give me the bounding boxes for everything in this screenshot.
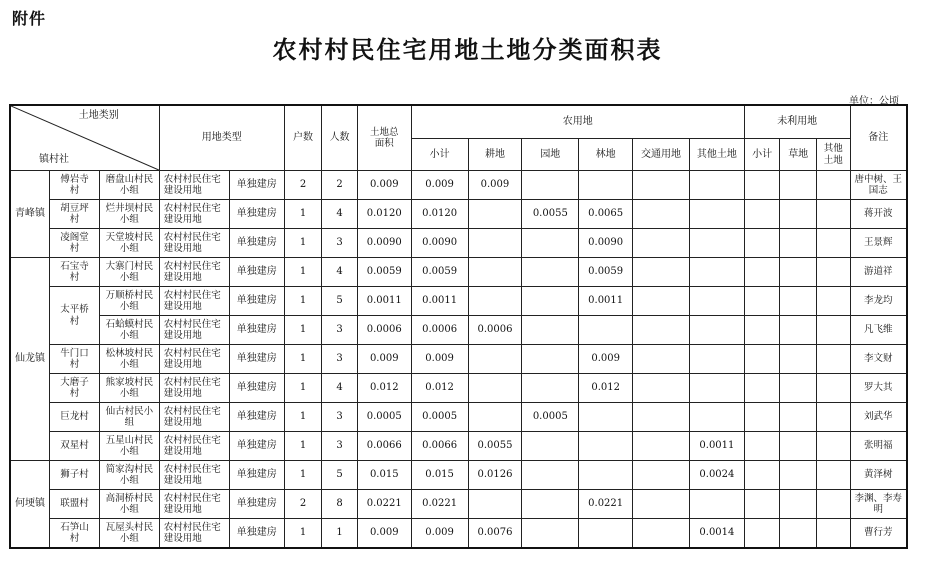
grass-header: 草地 [780, 139, 817, 171]
unused-subtotal-cell [744, 519, 780, 549]
agri-land-header: 农用地 [411, 105, 744, 139]
grass-cell [780, 345, 817, 374]
forest-cell: 0.0065 [579, 200, 633, 229]
agri-subtotal-cell: 0.0059 [411, 258, 468, 287]
agri-other-cell: 0.0024 [689, 461, 744, 490]
grass-cell [780, 171, 817, 200]
remark-cell: 曹行芳 [850, 519, 907, 549]
cultivated-cell: 0.0126 [468, 461, 522, 490]
village-cell: 凌阁堂村 [50, 229, 100, 258]
village-cell: 石宝寺村 [50, 258, 100, 287]
forest-cell: 0.0059 [579, 258, 633, 287]
garden-cell [522, 432, 579, 461]
land-use-subtype-cell: 单独建房 [229, 171, 284, 200]
garden-cell [522, 519, 579, 549]
group-cell: 万顺桥村民小组 [99, 287, 159, 316]
persons-cell: 3 [322, 403, 358, 432]
forest-cell [579, 403, 633, 432]
unused-other-cell [816, 374, 850, 403]
transport-cell [633, 461, 690, 490]
town-cell: 何埂镇 [10, 461, 50, 549]
households-cell: 1 [284, 374, 322, 403]
land-category-header: 土地类别 [78, 110, 119, 121]
forest-cell [579, 519, 633, 549]
total-area-cell: 0.0005 [357, 403, 411, 432]
total-area-cell: 0.0006 [357, 316, 411, 345]
land-use-subtype-cell: 单独建房 [229, 258, 284, 287]
households-cell: 1 [284, 432, 322, 461]
unused-other-cell [816, 287, 850, 316]
agri-subtotal-cell: 0.0066 [411, 432, 468, 461]
remark-cell: 李龙均 [850, 287, 907, 316]
garden-header: 园地 [522, 139, 579, 171]
garden-cell [522, 287, 579, 316]
transport-cell [633, 258, 690, 287]
agri-other-cell [689, 374, 744, 403]
town-village-header: 镇村社 [39, 154, 69, 165]
grass-cell [780, 403, 817, 432]
grass-cell [780, 258, 817, 287]
remark-cell: 唐中树、王国志 [850, 171, 907, 200]
agri-subtotal-cell: 0.0006 [411, 316, 468, 345]
grass-cell [780, 374, 817, 403]
households-cell: 1 [284, 345, 322, 374]
remark-cell: 张明福 [850, 432, 907, 461]
garden-cell [522, 229, 579, 258]
agri-subtotal-header: 小计 [411, 139, 468, 171]
village-cell: 巨龙村 [50, 403, 100, 432]
transport-header: 交通用地 [633, 139, 690, 171]
group-cell: 烂井坝村民小组 [99, 200, 159, 229]
persons-cell: 3 [322, 345, 358, 374]
forest-cell [579, 171, 633, 200]
unused-other-cell [816, 316, 850, 345]
total-area-cell: 0.0221 [357, 490, 411, 519]
persons-cell: 3 [322, 316, 358, 345]
table-body [10, 171, 907, 549]
garden-cell [522, 171, 579, 200]
unused-other-cell [816, 403, 850, 432]
cultivated-cell [468, 403, 522, 432]
garden-cell [522, 316, 579, 345]
table-row [10, 200, 907, 229]
grass-cell [780, 432, 817, 461]
land-use-type-cell: 农村村民住宅建设用地 [159, 432, 229, 461]
agri-subtotal-cell: 0.012 [411, 374, 468, 403]
cultivated-cell [468, 287, 522, 316]
grass-cell [780, 287, 817, 316]
forest-header: 林地 [579, 139, 633, 171]
persons-cell: 2 [322, 171, 358, 200]
persons-header: 人数 [322, 105, 358, 171]
diagonal-header-cell [10, 105, 159, 171]
group-cell: 天堂坡村民小组 [99, 229, 159, 258]
cultivated-cell: 0.009 [468, 171, 522, 200]
agri-subtotal-cell: 0.009 [411, 519, 468, 549]
persons-cell: 1 [322, 519, 358, 549]
land-use-subtype-cell: 单独建房 [229, 432, 284, 461]
unused-land-header: 未利用地 [744, 105, 850, 139]
unused-subtotal-cell [744, 258, 780, 287]
forest-cell: 0.009 [579, 345, 633, 374]
group-cell: 瓦屋头村民小组 [99, 519, 159, 549]
transport-cell [633, 345, 690, 374]
total-area-header: 土地总面积 [357, 105, 411, 171]
table-row [10, 490, 907, 519]
agri-other-cell [689, 490, 744, 519]
households-cell: 1 [284, 519, 322, 549]
unused-other-header: 其他土地 [816, 139, 850, 171]
land-use-type-cell: 农村村民住宅建设用地 [159, 258, 229, 287]
remark-cell: 王景辉 [850, 229, 907, 258]
households-cell: 2 [284, 490, 322, 519]
land-use-type-header: 用地类型 [159, 105, 284, 171]
garden-cell: 0.0055 [522, 200, 579, 229]
land-area-table [9, 104, 908, 549]
cultivated-header: 耕地 [468, 139, 522, 171]
cultivated-cell: 0.0076 [468, 519, 522, 549]
land-use-subtype-cell: 单独建房 [229, 490, 284, 519]
table-row [10, 519, 907, 549]
table-row [10, 287, 907, 316]
agri-other-cell [689, 316, 744, 345]
remark-cell: 黄泽树 [850, 461, 907, 490]
unused-other-cell [816, 171, 850, 200]
transport-cell [633, 287, 690, 316]
persons-cell: 3 [322, 432, 358, 461]
group-cell: 五星山村民小组 [99, 432, 159, 461]
unused-subtotal-cell [744, 200, 780, 229]
households-cell: 1 [284, 403, 322, 432]
land-use-type-cell: 农村村民住宅建设用地 [159, 345, 229, 374]
agri-subtotal-cell: 0.015 [411, 461, 468, 490]
land-use-type-cell: 农村村民住宅建设用地 [159, 461, 229, 490]
table-row [10, 374, 907, 403]
remark-cell: 蒋开波 [850, 200, 907, 229]
agri-subtotal-cell: 0.0221 [411, 490, 468, 519]
cultivated-cell [468, 490, 522, 519]
garden-cell [522, 490, 579, 519]
land-use-type-cell: 农村村民住宅建设用地 [159, 316, 229, 345]
cultivated-cell [468, 200, 522, 229]
agri-other-cell [689, 229, 744, 258]
households-cell: 1 [284, 229, 322, 258]
group-cell: 石蛤蟆村民小组 [99, 316, 159, 345]
table-row [10, 171, 907, 200]
unused-subtotal-cell [744, 229, 780, 258]
garden-cell [522, 345, 579, 374]
unused-other-cell [816, 519, 850, 549]
unused-subtotal-cell [744, 490, 780, 519]
persons-cell: 3 [322, 229, 358, 258]
households-cell: 1 [284, 258, 322, 287]
land-use-type-cell: 农村村民住宅建设用地 [159, 403, 229, 432]
town-cell: 青峰镇 [10, 171, 50, 258]
group-cell: 仙古村民小组 [99, 403, 159, 432]
agri-other-cell [689, 171, 744, 200]
village-cell: 牛门口村 [50, 345, 100, 374]
unused-subtotal-header: 小计 [744, 139, 780, 171]
forest-cell [579, 461, 633, 490]
agri-other-cell: 0.0014 [689, 519, 744, 549]
households-cell: 2 [284, 171, 322, 200]
agri-other-cell [689, 403, 744, 432]
remark-cell: 李文财 [850, 345, 907, 374]
land-use-subtype-cell: 单独建房 [229, 345, 284, 374]
total-area-cell: 0.009 [357, 345, 411, 374]
land-use-type-cell: 农村村民住宅建设用地 [159, 374, 229, 403]
village-cell: 狮子村 [50, 461, 100, 490]
group-cell: 高洞桥村民小组 [99, 490, 159, 519]
forest-cell [579, 432, 633, 461]
transport-cell [633, 171, 690, 200]
agri-subtotal-cell: 0.009 [411, 171, 468, 200]
cultivated-cell: 0.0006 [468, 316, 522, 345]
remark-cell: 刘武华 [850, 403, 907, 432]
persons-cell: 8 [322, 490, 358, 519]
grass-cell [780, 316, 817, 345]
land-use-subtype-cell: 单独建房 [229, 229, 284, 258]
total-area-cell: 0.0059 [357, 258, 411, 287]
cultivated-cell [468, 229, 522, 258]
total-area-cell: 0.0120 [357, 200, 411, 229]
unused-subtotal-cell [744, 403, 780, 432]
total-area-cell: 0.009 [357, 171, 411, 200]
table-row [10, 229, 907, 258]
forest-cell: 0.0090 [579, 229, 633, 258]
land-use-subtype-cell: 单独建房 [229, 374, 284, 403]
village-cell: 胡豆坪村 [50, 200, 100, 229]
table-row [10, 403, 907, 432]
transport-cell [633, 490, 690, 519]
land-use-type-cell: 农村村民住宅建设用地 [159, 171, 229, 200]
unit-label: 单位：公顷 [849, 96, 899, 107]
transport-cell [633, 374, 690, 403]
group-cell: 大寨门村民小组 [99, 258, 159, 287]
village-cell: 傅岩寺村 [50, 171, 100, 200]
land-use-subtype-cell: 单独建房 [229, 461, 284, 490]
village-cell: 双星村 [50, 432, 100, 461]
households-cell: 1 [284, 200, 322, 229]
page-title: 农村村民住宅用地土地分类面积表 [272, 35, 663, 64]
land-use-subtype-cell: 单独建房 [229, 519, 284, 549]
land-use-type-cell: 农村村民住宅建设用地 [159, 287, 229, 316]
land-use-subtype-cell: 单独建房 [229, 316, 284, 345]
agri-other-cell: 0.0011 [689, 432, 744, 461]
persons-cell: 4 [322, 374, 358, 403]
land-use-subtype-cell: 单独建房 [229, 287, 284, 316]
group-cell: 简家沟村民小组 [99, 461, 159, 490]
land-use-type-cell: 农村村民住宅建设用地 [159, 229, 229, 258]
households-cell: 1 [284, 461, 322, 490]
cultivated-cell [468, 345, 522, 374]
forest-cell [579, 316, 633, 345]
remark-cell: 李渊、李寿明 [850, 490, 907, 519]
unused-subtotal-cell [744, 432, 780, 461]
cultivated-cell [468, 258, 522, 287]
garden-cell [522, 374, 579, 403]
households-cell: 1 [284, 316, 322, 345]
unused-other-cell [816, 229, 850, 258]
town-cell: 仙龙镇 [10, 258, 50, 461]
unused-other-cell [816, 200, 850, 229]
table-row [10, 316, 907, 345]
grass-cell [780, 229, 817, 258]
remark-cell: 游道祥 [850, 258, 907, 287]
forest-cell: 0.012 [579, 374, 633, 403]
table-row [10, 432, 907, 461]
cultivated-cell: 0.0055 [468, 432, 522, 461]
total-area-cell: 0.012 [357, 374, 411, 403]
attachment-label: 附件 [12, 9, 47, 28]
total-area-cell: 0.0090 [357, 229, 411, 258]
transport-cell [633, 229, 690, 258]
total-area-cell: 0.0066 [357, 432, 411, 461]
unused-other-cell [816, 490, 850, 519]
garden-cell [522, 258, 579, 287]
forest-cell: 0.0011 [579, 287, 633, 316]
remark-cell: 罗大其 [850, 374, 907, 403]
total-area-cell: 0.015 [357, 461, 411, 490]
table-row [10, 345, 907, 374]
transport-cell [633, 200, 690, 229]
group-cell: 熊家坡村民小组 [99, 374, 159, 403]
unused-other-cell [816, 258, 850, 287]
land-use-subtype-cell: 单独建房 [229, 403, 284, 432]
garden-cell: 0.0005 [522, 403, 579, 432]
transport-cell [633, 432, 690, 461]
unused-subtotal-cell [744, 461, 780, 490]
grass-cell [780, 200, 817, 229]
unused-other-cell [816, 432, 850, 461]
agri-other-cell [689, 345, 744, 374]
group-cell: 松林坡村民小组 [99, 345, 159, 374]
unused-subtotal-cell [744, 287, 780, 316]
land-use-type-cell: 农村村民住宅建设用地 [159, 490, 229, 519]
garden-cell [522, 461, 579, 490]
unused-other-cell [816, 345, 850, 374]
agri-subtotal-cell: 0.0120 [411, 200, 468, 229]
grass-cell [780, 490, 817, 519]
transport-cell [633, 316, 690, 345]
village-cell: 联盟村 [50, 490, 100, 519]
agri-subtotal-cell: 0.0011 [411, 287, 468, 316]
cultivated-cell [468, 374, 522, 403]
households-cell: 1 [284, 287, 322, 316]
unused-subtotal-cell [744, 345, 780, 374]
total-area-cell: 0.0011 [357, 287, 411, 316]
persons-cell: 4 [322, 200, 358, 229]
transport-cell [633, 403, 690, 432]
land-use-subtype-cell: 单独建房 [229, 200, 284, 229]
village-cell: 石笋山村 [50, 519, 100, 549]
persons-cell: 5 [322, 287, 358, 316]
group-cell: 磨盘山村民小组 [99, 171, 159, 200]
agri-other-cell [689, 200, 744, 229]
agri-subtotal-cell: 0.009 [411, 345, 468, 374]
table-row [10, 258, 907, 287]
unused-subtotal-cell [744, 171, 780, 200]
remark-cell: 凡飞维 [850, 316, 907, 345]
unused-subtotal-cell [744, 374, 780, 403]
remarks-header: 备注 [850, 105, 907, 171]
households-header: 户数 [284, 105, 322, 171]
total-area-cell: 0.009 [357, 519, 411, 549]
land-use-type-cell: 农村村民住宅建设用地 [159, 200, 229, 229]
agri-other-cell [689, 287, 744, 316]
transport-cell [633, 519, 690, 549]
agri-subtotal-cell: 0.0005 [411, 403, 468, 432]
agri-other-header: 其他土地 [689, 139, 744, 171]
unused-other-cell [816, 461, 850, 490]
persons-cell: 4 [322, 258, 358, 287]
persons-cell: 5 [322, 461, 358, 490]
grass-cell [780, 519, 817, 549]
grass-cell [780, 461, 817, 490]
land-use-type-cell: 农村村民住宅建设用地 [159, 519, 229, 549]
table-row [10, 461, 907, 490]
village-cell: 太平桥村 [50, 287, 100, 345]
unused-subtotal-cell [744, 316, 780, 345]
agri-other-cell [689, 258, 744, 287]
agri-subtotal-cell: 0.0090 [411, 229, 468, 258]
village-cell: 大磨子村 [50, 374, 100, 403]
forest-cell: 0.0221 [579, 490, 633, 519]
